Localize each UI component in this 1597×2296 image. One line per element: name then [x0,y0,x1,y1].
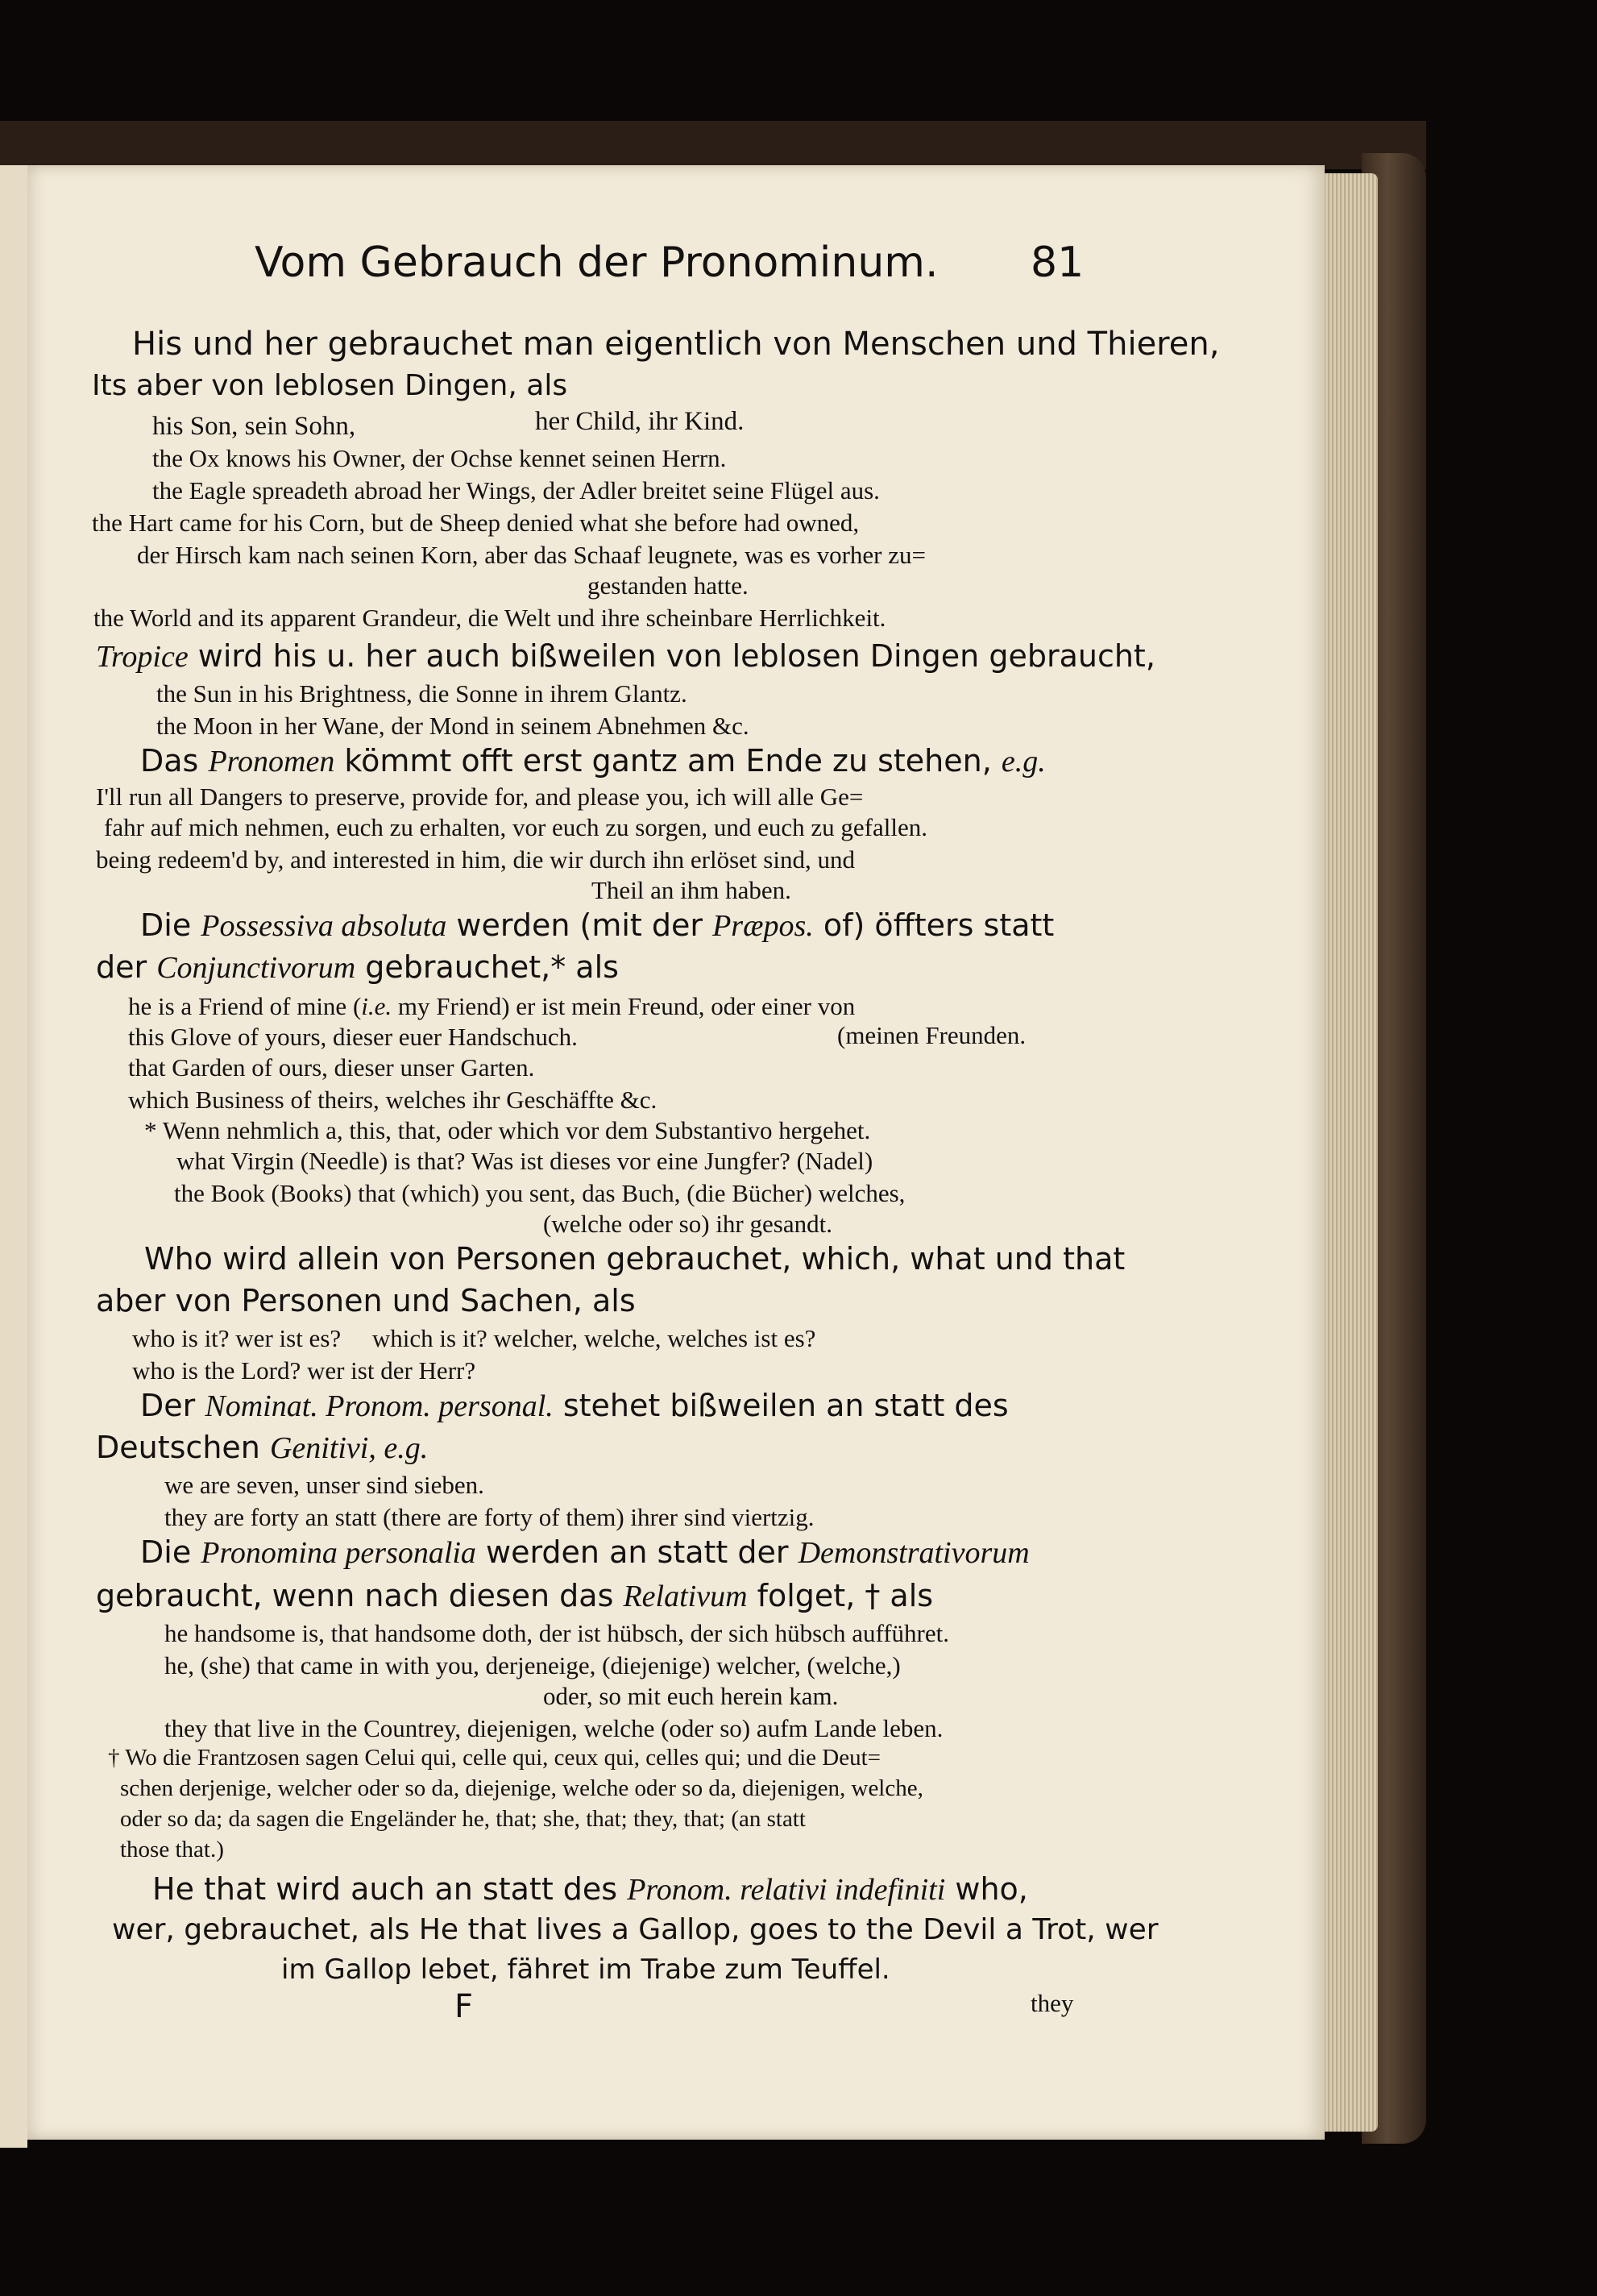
text-line: der Hirsch kam nach seinen Korn, aber das Schaaf leugnete, was es vorher zu= [137,541,926,569]
text-line: der Conjunctivorum gebrauchet,* als [96,949,619,985]
text-line: aber von Personen und Sachen, als [96,1283,636,1318]
text-line: that Garden of ours, dieser unser Garten. [128,1053,535,1082]
signature-mark: F [454,1988,474,2025]
text-line: He that wird auch an statt des Pronom. relativi indefiniti who, [152,1871,1028,1907]
text-line: gestanden hatte. [587,571,749,600]
text-line: he is a Friend of mine (i.e. my Friend) er ist mein Freund, oder einer von [128,992,856,1020]
text-line: * Wenn nehmlich a, this, that, oder which vor dem Substantivo hergehet. [144,1116,871,1144]
text-line: Die Possessiva absoluta werden (mit der Præpos. of) öffters statt [140,907,1055,943]
book-cover-top [0,121,1426,169]
text-line: the Ox knows his Owner, der Ochse kennet seinen Herrn. [152,444,727,472]
text-line: Deutschen Genitivi, e.g. [96,1430,429,1465]
text-line: what Virgin (Needle) is that? Was ist dieses vor eine Jungfer? (Nadel) [176,1147,873,1175]
text-line: we are seven, unser sind sieben. [164,1471,484,1499]
text-line: gebraucht, wenn nach diesen das Relativum folget, † als [96,1578,934,1613]
text-line: Der Nominat. Pronom. personal. stehet bißweilen an statt des [140,1388,1009,1423]
text-line: Die Pronomina personalia werden an statt der Demonstrativorum [140,1534,1030,1570]
italic-term: Tropice [96,640,189,674]
text-line: fahr auf mich nehmen, euch zu erhalten, vor euch zu sorgen, und euch zu gefallen. [104,813,928,841]
text-line: Das Pronomen kömmt offt erst gantz am Ende zu stehen, e.g. [140,743,1046,778]
text-line: the Hart came for his Corn, but de Sheep denied what she before had owned, [92,509,860,537]
text-line: Theil an ihm haben. [591,876,791,904]
text-line: His und her gebrauchet man eigentlich von Menschen und Thieren, [132,326,1220,363]
page-number: 81 [1031,239,1085,287]
text-line: the Moon in her Wane, der Mond in seinem Abnehmen &c. [156,712,749,740]
text-line: (meinen Freunden. [837,1021,1027,1049]
text-line: im Gallop lebet, fähret im Trabe zum Teuffel. [281,1953,890,1986]
text-line: oder, so mit euch herein kam. [543,1682,839,1710]
footnote-line: those that.) [120,1837,224,1862]
footnote-line: † Wo die Frantzosen sagen Celui qui, celle qui, ceux qui, celles qui; und die Deut= [108,1745,881,1771]
left-page-edge [0,165,27,2148]
book-page [27,165,1325,2140]
text-line: (welche oder so) ihr gesandt. [543,1210,832,1238]
footnote-line: oder so da; da sagen die Engeländer he, that; she, that; they, that; (an statt [120,1806,806,1832]
text-line: the Sun in his Brightness, die Sonne in ihrem Glantz. [156,679,687,708]
text-line: the Eagle spreadeth abroad her Wings, der Adler breitet seine Flügel aus. [152,476,880,504]
text-line: her Child, ihr Kind. [535,407,745,436]
text-line: who is it? wer ist es? which is it? welcher, welche, welches ist es? [132,1324,816,1352]
text-line: his Son, sein Sohn, [152,412,356,441]
running-head: Vom Gebrauch der Pronominum. [255,239,939,287]
text-line: the World and its apparent Grandeur, die Welt und ihre scheinbare Herrlichkeit. [93,604,886,632]
text-line: wer, gebrauchet, als He that lives a Gallop, goes to the Devil a Trot, wer [112,1913,1159,1946]
text-line: the Book (Books) that (which) you sent, das Buch, (die Bücher) welches, [174,1179,906,1207]
text-line: Its aber von leblosen Dingen, als [92,369,568,402]
catchword: they [1031,1989,1074,2017]
text-line: Tropice wird his u. her auch bißweilen von leblosen Dingen gebraucht, [96,638,1155,674]
text-line: which Business of theirs, welches ihr Geschäffte &c. [128,1086,657,1114]
text-line: being redeem'd by, and interested in him, die wir durch ihn erlöset sind, und [96,845,855,874]
text-line: they are forty an statt (there are forty of them) ihrer sind viertzig. [164,1503,815,1531]
text-line: who is the Lord? wer ist der Herr? [132,1356,476,1385]
text-line: Who wird allein von Personen gebrauchet, which, what und that [144,1241,1126,1277]
text-line: this Glove of yours, dieser euer Handschuch. [128,1023,578,1051]
text-line: I'll run all Dangers to preserve, provide for, and please you, ich will alle Ge= [96,783,864,811]
text-line: they that live in the Countrey, diejenigen, welche (oder so) aufm Lande leben. [164,1714,944,1742]
footnote-line: schen derjenige, welcher oder so da, diejenige, welche oder so da, diejenigen, welche, [120,1775,923,1801]
text-line: he, (she) that came in with you, derjeneige, (diejenige) welcher, (welche,) [164,1651,901,1679]
text-line: he handsome is, that handsome doth, der ist hübsch, der sich hübsch aufführet. [164,1619,950,1647]
